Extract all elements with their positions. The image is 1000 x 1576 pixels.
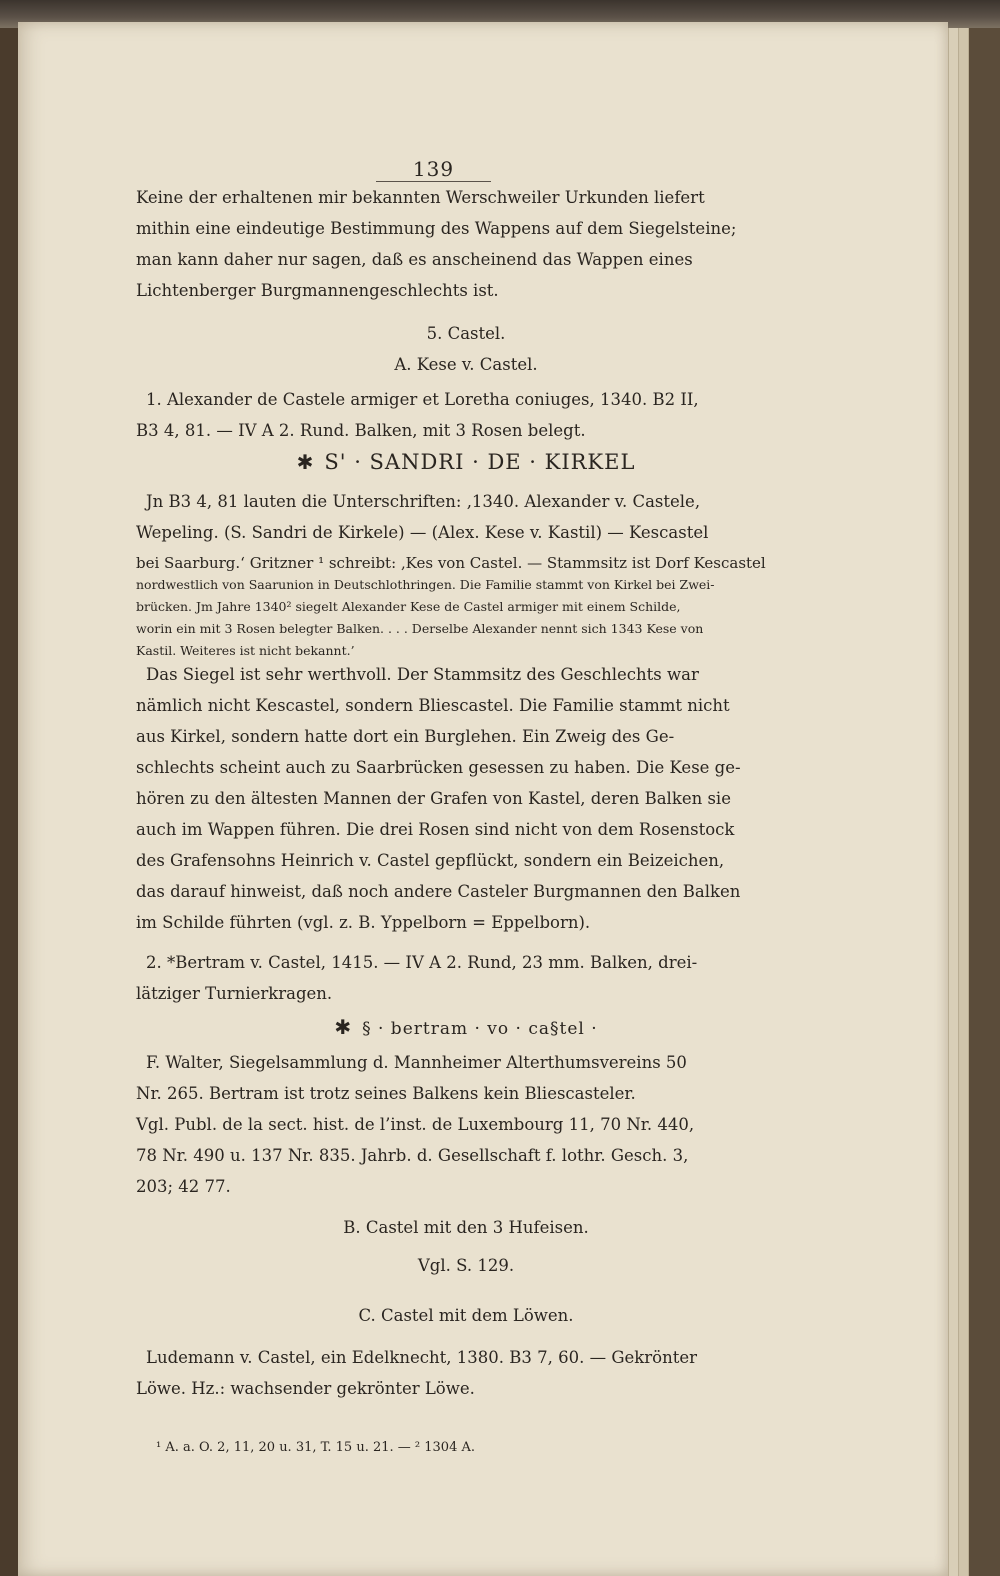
cross-reference: Vgl. S. 129. bbox=[417, 1256, 515, 1275]
text-line: nämlich nicht Kescastel, sondern Bliescastel. Die Familie stammt nicht bbox=[136, 696, 730, 715]
text-line: schlechts scheint auch zu Saarbrücken gesessen zu haben. Die Kese ge- bbox=[136, 758, 741, 777]
text-line: auch im Wappen führen. Die drei Rosen sind nicht von dem Rosenstock bbox=[136, 820, 735, 839]
text-line: des Grafensohns Heinrich v. Castel gepflückt, sondern ein Beizeichen, bbox=[136, 851, 725, 870]
quote-line: worin ein mit 3 Rosen belegter Balken. . . . Derselbe Alexander nennt sich 1343 Kese von bbox=[136, 621, 704, 636]
text-line: man kann daher nur sagen, daß es anscheinend das Wappen eines bbox=[136, 250, 693, 269]
page-number: 139 bbox=[412, 157, 455, 181]
text-line: Nr. 265. Bertram ist trotz seines Balkens kein Bliescasteler. bbox=[136, 1084, 636, 1103]
footnote: ¹ A. a. O. 2, 11, 20 u. 31, T. 15 u. 21. — ² 1304 A. bbox=[156, 1440, 475, 1455]
text-line: bei Saarburg.‘ Gritzner ¹ schreibt: ‚Kes von Castel. — Stammsitz ist Dorf Kescastel bbox=[136, 554, 766, 572]
text-line: Lichtenberger Burgmannengeschlechts ist. bbox=[136, 281, 499, 300]
text-line: 78 Nr. 490 u. 137 Nr. 835. Jahrb. d. Gesellschaft f. lothr. Gesch. 3, bbox=[136, 1146, 689, 1165]
entry-line: 1. Alexander de Castele armiger et Loretha coniuges, 1340. B2 II, bbox=[146, 390, 699, 409]
text-line: Wepeling. (S. Sandri de Kirkele) — (Alex. Kese v. Kastil) — Kescastel bbox=[136, 523, 709, 542]
book-page bbox=[18, 22, 948, 1576]
text-line: Keine der erhaltenen mir bekannten Werschweiler Urkunden liefert bbox=[136, 188, 705, 207]
text-line: im Schilde führten (vgl. z. B. Yppelborn = Eppelborn). bbox=[136, 913, 591, 932]
text-line: Vgl. Publ. de la sect. hist. de l’inst. de Luxembourg 11, 70 Nr. 440, bbox=[136, 1115, 695, 1134]
text-line: Jn B3 4, 81 lauten die Unterschriften: ‚1340. Alexander v. Castele, bbox=[146, 492, 701, 511]
text-line: Ludemann v. Castel, ein Edelknecht, 1380. B3 7, 60. — Gekrönter bbox=[146, 1348, 698, 1367]
entry-line: B3 4, 81. — IV A 2. Rund. Balken, mit 3 Rosen belegt. bbox=[136, 421, 586, 440]
star-icon: ✱ bbox=[296, 450, 315, 474]
text-line: das darauf hinweist, daß noch andere Casteler Burgmannen den Balken bbox=[136, 882, 741, 901]
entry-line: lätziger Turnierkragen. bbox=[136, 984, 333, 1003]
text-line: aus Kirkel, sondern hatte dort ein Burglehen. Ein Zweig des Ge- bbox=[136, 727, 675, 746]
section-heading: 5. Castel. bbox=[426, 324, 506, 343]
entry-line: 2. *Bertram v. Castel, 1415. — IV A 2. Rund, 23 mm. Balken, drei- bbox=[146, 953, 698, 972]
text-line: 203; 42 77. bbox=[136, 1177, 231, 1196]
book-cover-edge bbox=[968, 28, 1000, 1576]
quote-line: brücken. Jm Jahre 1340² siegelt Alexander Kese de Castel armiger mit einem Schilde, bbox=[136, 599, 681, 614]
text-line: Das Siegel ist sehr werthvoll. Der Stammsitz des Geschlechts war bbox=[146, 665, 699, 684]
subsection-heading: B. Castel mit den 3 Hufeisen. bbox=[343, 1218, 589, 1237]
subsection-heading: A. Kese v. Castel. bbox=[394, 355, 538, 374]
text-line: mithin eine eindeutige Bestimmung des Wappens auf dem Siegelsteine; bbox=[136, 219, 737, 238]
seal-inscription: ✱ S' · SANDRI · DE · KIRKEL bbox=[296, 450, 636, 474]
subsection-heading: C. Castel mit dem Löwen. bbox=[358, 1306, 574, 1325]
text-line: F. Walter, Siegelsammlung d. Mannheimer Alterthumsvereins 50 bbox=[146, 1053, 687, 1072]
star-icon: ✱ bbox=[334, 1015, 353, 1039]
quote-line: Kastil. Weiteres ist nicht bekannt.’ bbox=[136, 643, 355, 658]
seal-inscription: ✱ § · bertram · vo · ca§tel · bbox=[334, 1015, 598, 1039]
text-line: hören zu den ältesten Mannen der Grafen von Kastel, deren Balken sie bbox=[136, 789, 731, 808]
text-line: Löwe. Hz.: wachsender gekrönter Löwe. bbox=[136, 1379, 475, 1398]
quote-line: nordwestlich von Saarunion in Deutschlothringen. Die Familie stammt von Kirkel bei Zwei- bbox=[136, 577, 715, 592]
